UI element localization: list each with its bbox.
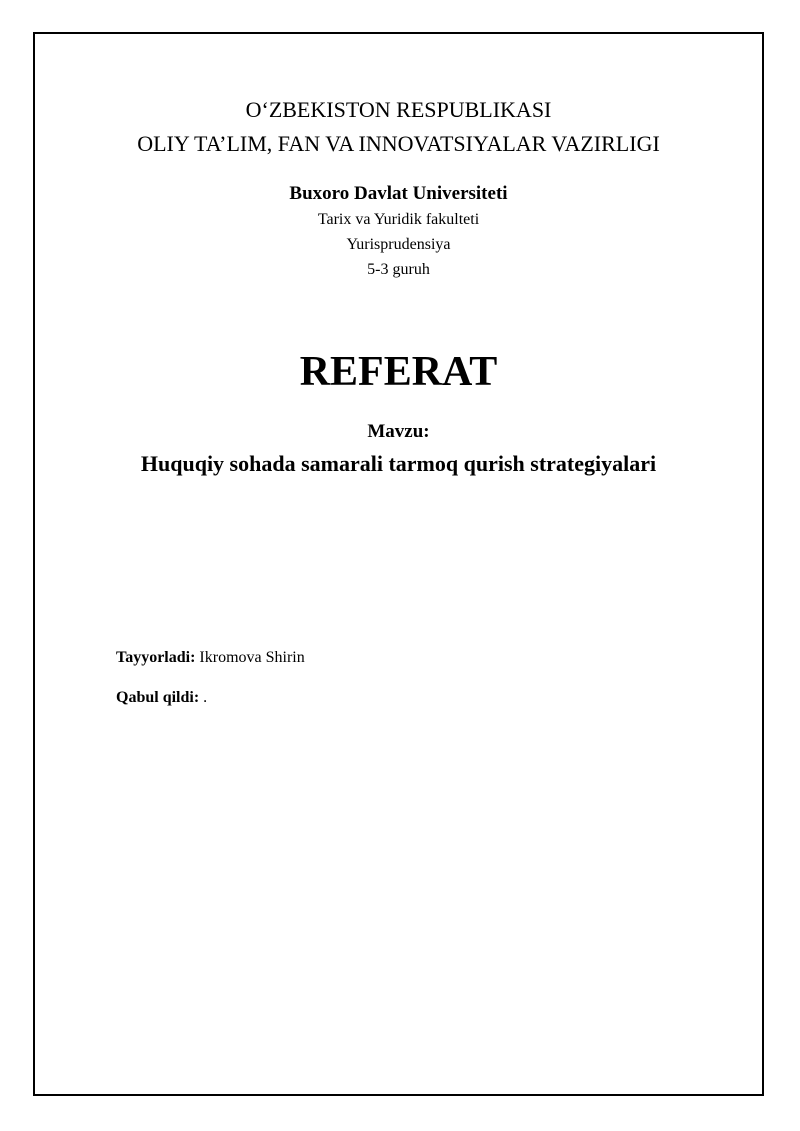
group-name: 5-3 guruh (367, 261, 430, 278)
topic-text: Huquqiy sohada samarali tarmoq qurish strategiyalari (140, 451, 657, 476)
document-title: REFERAT (299, 349, 498, 395)
accepted-by-label: Qabul qildi: (116, 689, 200, 706)
faculty-name: Tarix va Yuridik fakulteti (317, 211, 480, 228)
accepted-by-value: . (199, 689, 208, 706)
prepared-by-label: Tayyorladi: (116, 649, 196, 666)
specialty-name: Yurisprudensiya (346, 236, 451, 253)
topic-label: Mavzu: (367, 421, 430, 442)
accepted-by-line (116, 688, 207, 708)
university-name: Buxoro Davlat Universiteti (289, 183, 508, 204)
prepared-by-value: Ikromova Shirin (195, 649, 305, 666)
ministry-heading: OLIY TA’LIM, FAN VA INNOVATSIYALAR VAZIRLIGI (137, 131, 660, 156)
prepared-by-line (116, 648, 305, 668)
republic-heading: O‘ZBEKISTON RESPUBLIKASI (245, 97, 552, 122)
